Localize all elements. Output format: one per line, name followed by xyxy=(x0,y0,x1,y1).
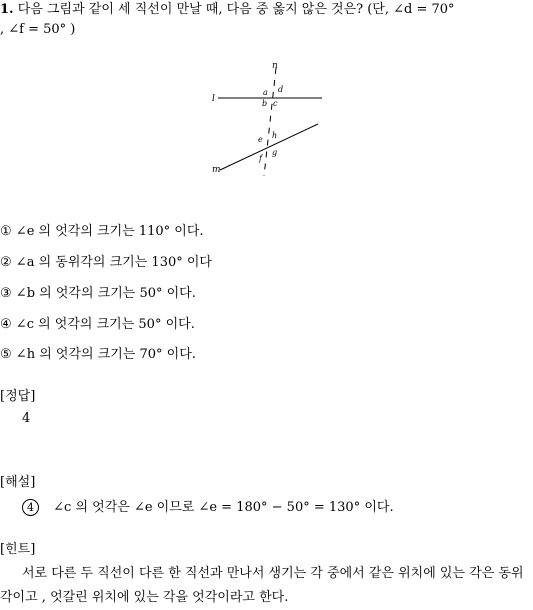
label-d: d xyxy=(278,85,284,94)
option-marker: ① xyxy=(0,224,12,239)
label-a: a xyxy=(263,88,268,97)
hint-text: 서로 다른 두 직선이 다른 한 직선과 만나서 생기는 각 중에서 같은 위치에 있는 각은 동위각이고 , 엇갈린 위치에 있는 각을 엇각이라고 한다. xyxy=(0,566,524,605)
label-n: n xyxy=(272,61,278,71)
option-5 xyxy=(0,343,196,362)
option-2 xyxy=(0,251,212,270)
label-f: f xyxy=(259,154,262,163)
label-e: e xyxy=(258,135,263,144)
option-marker: ④ xyxy=(0,317,12,332)
label-g: g xyxy=(272,148,278,157)
option-1 xyxy=(0,220,204,239)
explanation-text: ∠c 의 엇각은 ∠e 이므로 ∠e = 180° − 50° = 130° 이다. xyxy=(53,500,394,515)
answer-value: 4 xyxy=(22,411,31,426)
label-b: b xyxy=(262,99,268,108)
option-marker: ② xyxy=(0,255,12,270)
explanation-body xyxy=(22,496,394,516)
label-h: h xyxy=(272,131,278,140)
explanation-marker: 4 xyxy=(22,499,39,516)
label-c: c xyxy=(273,99,278,108)
label-l: l xyxy=(212,94,215,104)
explanation-header: [해설] xyxy=(0,475,36,490)
option-text: ∠b 의 엇각의 크기는 50° 이다. xyxy=(15,286,196,301)
question-line-2: , ∠f = 50° ) xyxy=(0,22,76,37)
option-text: ∠h 의 엇각의 크기는 70° 이다. xyxy=(15,347,196,362)
question-text-1: 다음 그림과 같이 세 직선이 만날 때, 다음 중 옳지 않은 것은? (단, ∠d = 70° xyxy=(13,2,455,17)
question-line-1 xyxy=(0,0,533,20)
answer-header: [정답] xyxy=(0,389,36,404)
option-text: ∠a 의 동위각의 크기는 130° 이다 xyxy=(15,255,212,270)
option-text: ∠e 의 엇각의 크기는 110° 이다. xyxy=(15,224,204,239)
option-marker: ⑤ xyxy=(0,347,12,362)
question xyxy=(0,0,533,40)
option-4 xyxy=(0,313,195,332)
option-text: ∠c 의 엇각의 크기는 50° 이다. xyxy=(15,317,195,332)
label-m: m xyxy=(212,165,221,175)
question-number: 1. xyxy=(0,2,14,17)
line-n xyxy=(264,68,276,176)
geometry-figure xyxy=(206,58,330,178)
option-marker: ③ xyxy=(0,286,12,301)
hint-header: [힌트] xyxy=(0,542,36,557)
option-3 xyxy=(0,282,196,301)
